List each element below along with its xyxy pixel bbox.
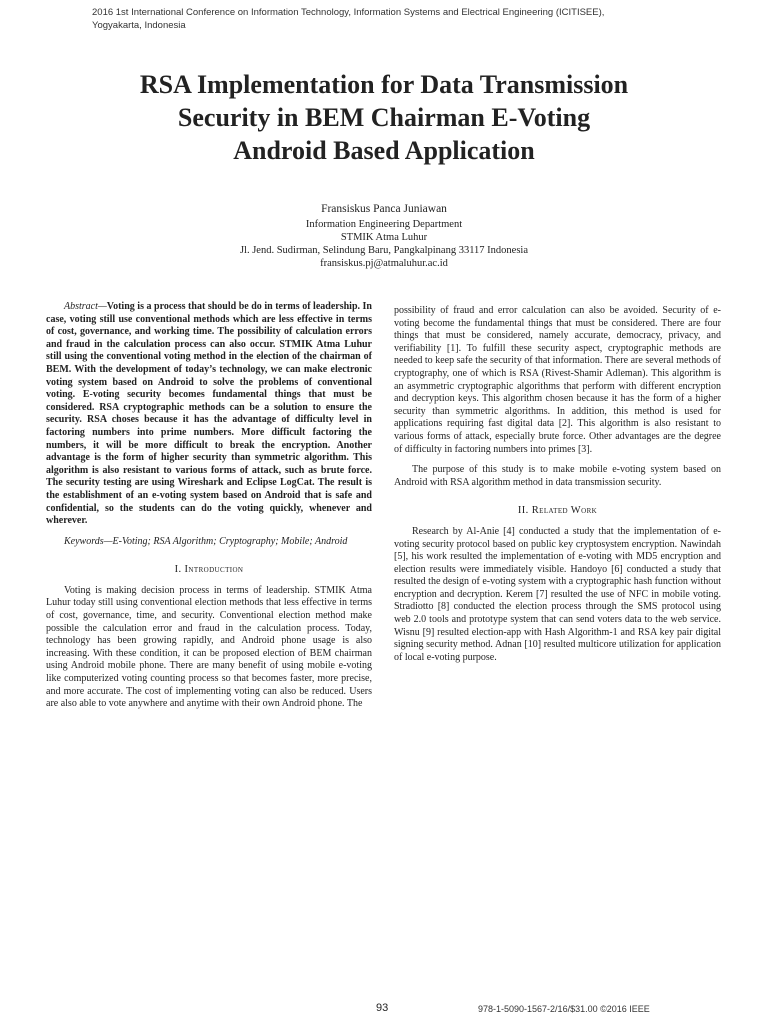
author-email[interactable]: fransiskus.pj@atmaluhur.ac.id xyxy=(320,258,448,269)
title-line-1: RSA Implementation for Data Transmission xyxy=(139,70,629,99)
conference-line-1: 2016 1st International Conference on Information Technology, Information Systems and Electrical Engineering (ICITISEE), xyxy=(92,7,605,18)
paper-title xyxy=(40,68,728,167)
abstract xyxy=(46,301,372,528)
right-column xyxy=(394,305,721,664)
page-number: 93 xyxy=(376,1002,389,1014)
author-institution: STMIK Atma Luhur xyxy=(340,232,428,243)
related-work-paragraph: Research by Al-Anie [4] conducted a study that the implementation of e-voting security protocol based on public key cryptosystem encryption. Nawindah [5], his work resulted the implementation of e-voting with MD5 encryption and election results were immediately visible. Handoyo [6] conducted a study that resulted the design of e-voting system with a cryptographic hash function without encryption and decryption. Kerem [7] resulted the use of NFC in mobile voting. Stradiotto [8] conducted the election process through the SMS protocol using web 2.0 tools and prototype system that can send voters data to the web service. Wisnu [9] resulted election-app with Hash Algorithm-1 and RSA key pair digital signing security method. Adnan [10] resulted multicore utilization for application of local e-voting purpose. xyxy=(394,525,721,663)
conference-line-2: Yogyakarta, Indonesia xyxy=(92,19,186,31)
purpose-paragraph: The purpose of this study is to make mobile e-voting system based on Android with RSA algorithm method in data transmission security. xyxy=(394,464,721,488)
section-heading-related-work: II. Related Work xyxy=(517,505,598,517)
title-line-2: Security in BEM Chairman E-Voting xyxy=(177,103,591,132)
abstract-text: Voting is a process that should be do in terms of leadership. In case, voting still use conventional methods which are less effective in terms of cost, governance, and working time. The possibility of calculation errors and fraud in the calculation process can also occur. STMIK Atma Luhur still using the conventional voting method in the election of the chairman of BEM. With the development of today’s technology, we can make electronic voting system based on Android to solve the problems of conventional voting. E-voting security becomes fundamental things that must be considered. RSA cryptographic methods can be a solution to ensure the security. RSA choses because it has the advantage of difficulty level in factoring numbers into prime numbers. More difficult factoring the numbers, it will be more difficult to break the encryption. Another advantage is the form of higher security than symmetric algorithm. This algorithm is also resistant to various forms of attack, such as brute force. The security testing are using Wireshark and Eclipse LogCat. The result is the establishment of an e-voting system based on Android that is safe and confidential, so the students can do the voting quickly, whenever and wherever. xyxy=(46,301,372,527)
conference-header xyxy=(92,7,692,32)
author-block xyxy=(0,203,768,270)
keywords: Keywords—E-Voting; RSA Algorithm; Cryptography; Mobile; Android xyxy=(64,535,348,547)
abstract-lead: Abstract— xyxy=(64,301,107,312)
title-line-3: Android Based Application xyxy=(233,136,535,165)
introduction-paragraph: Voting is making decision process in terms of leadership. STMIK Atma Luhur today still using conventional election methods that less effective in terms of cost, governance, time, and security. Conventional election method make possible the calculation error and fraud in the calculation process. Today, technology has been growing rapidly, and Android phone usage is also increasing. With these condition, it can be proposed election of BEM chairman using Android mobile phone. There are many benefit of using mobile e-voting like computerized voting counting process so that becomes faster, more precise, and more accurate. The cost of implementing voting can also be reduced. Users are also able to vote anywhere and anytime with their own Android phone. The xyxy=(46,584,372,710)
isbn-copyright: 978-1-5090-1567-2/16/$31.00 ©2016 IEEE xyxy=(478,1004,650,1014)
left-column xyxy=(46,301,372,711)
introduction-continued-paragraph: possibility of fraud and error calculation can also be avoided. Security of e-voting become the fundamental things that must be considered. There are four things that must be considered, namely accurate, democracy, privacy, and verifiability [1]. To fulfill these security aspect, cryptographic methods are needed to keep safe the security of that information. There are several methods of cryptography, one of which is RSA (Rivest-Shamir Adleman). This algorithm is an asymmetric cryptographic algorithms that perform with different encryption and decryption keys. This algorithm chosen because it has the form of a higher security than symmetric algorithms. In addition, this method is used for applications requiring fast digital data [2]. This algorithm is also resistant to various forms of attack, especially brute force. Other advantages are the degree of difficulty in factoring numbers into primes [3]. xyxy=(394,305,721,455)
author-name: Fransiskus Panca Juniawan xyxy=(321,203,447,215)
section-heading-introduction: I. Introduction xyxy=(174,564,244,576)
author-department: Information Engineering Department xyxy=(305,219,463,230)
author-address: Jl. Jend. Sudirman, Selindung Baru, Pangkalpinang 33117 Indonesia xyxy=(239,245,529,256)
